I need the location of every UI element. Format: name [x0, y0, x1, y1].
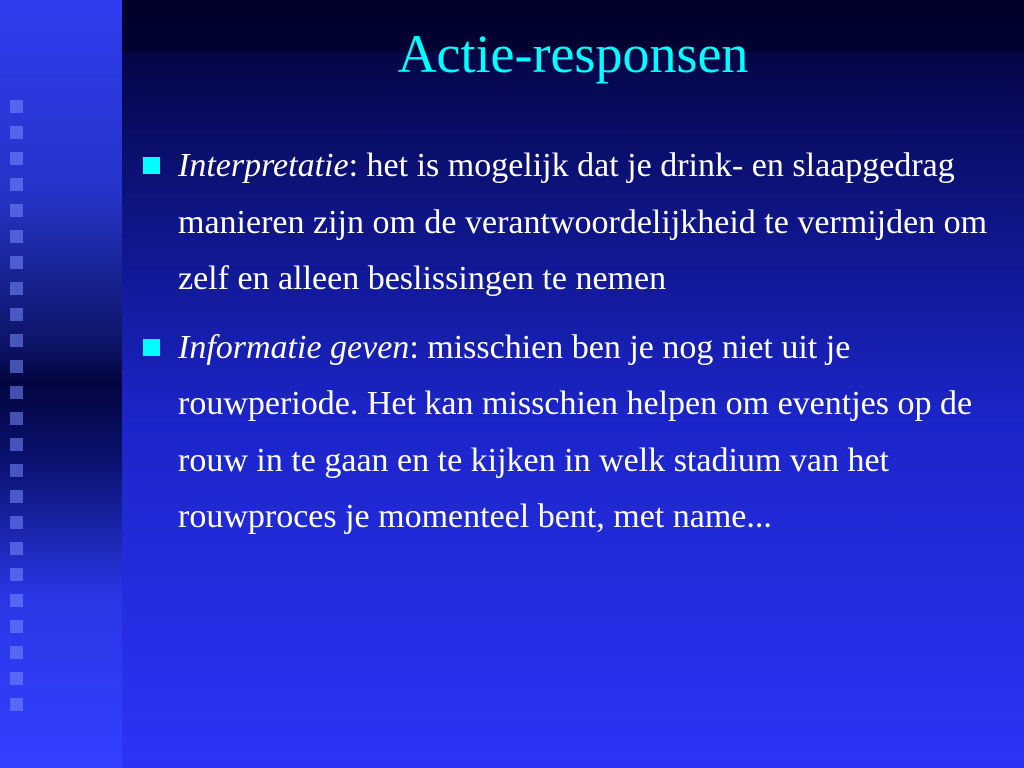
bullet-term: Informatie geven: [178, 328, 410, 366]
bullet-item: [140, 138, 1000, 308]
decorative-square: [10, 178, 23, 191]
decorative-square: [10, 464, 23, 477]
decorative-square: [10, 256, 23, 269]
decorative-square: [10, 386, 23, 399]
decorative-square-column: [4, 0, 18, 768]
decorative-square: [10, 412, 23, 425]
square-bullet-icon: [143, 157, 160, 174]
square-bullet-icon: [143, 339, 160, 356]
bullet-item: [140, 320, 1000, 546]
decorative-square: [10, 438, 23, 451]
decorative-square: [10, 698, 23, 711]
slide-title: Actie-responsen: [397, 24, 749, 84]
decorative-square: [10, 542, 23, 555]
decorative-square: [10, 360, 23, 373]
decorative-square: [10, 672, 23, 685]
decorative-square: [10, 620, 23, 633]
bullet-list: [140, 138, 1000, 558]
decorative-square: [10, 126, 23, 139]
decorative-square: [10, 516, 23, 529]
bullet-term: Interpretatie: [178, 147, 349, 184]
decorative-square: [10, 334, 23, 347]
decorative-square: [10, 230, 23, 243]
decorative-square: [10, 282, 23, 295]
decorative-square: [10, 308, 23, 321]
bullet-text: : misschien ben je nog niet uit je rouwperiode. Het kan misschien helpen om eventjes op de rouw in te gaan en te kijken in welk stadium van het rouwproces je momenteel bent, met name...: [178, 328, 973, 535]
left-decorative-strip: [0, 0, 122, 768]
decorative-square: [10, 490, 23, 503]
decorative-square: [10, 152, 23, 165]
decorative-square: [10, 646, 23, 659]
decorative-square: [10, 594, 23, 607]
decorative-square: [10, 204, 23, 217]
bullet-text: : het is mogelijk dat je drink- en slaapgedrag manieren zijn om de verantwoordelijkheid te vermijden om zelf en alleen beslissingen te nemen: [178, 147, 988, 297]
decorative-square: [10, 100, 23, 113]
decorative-square: [10, 568, 23, 581]
